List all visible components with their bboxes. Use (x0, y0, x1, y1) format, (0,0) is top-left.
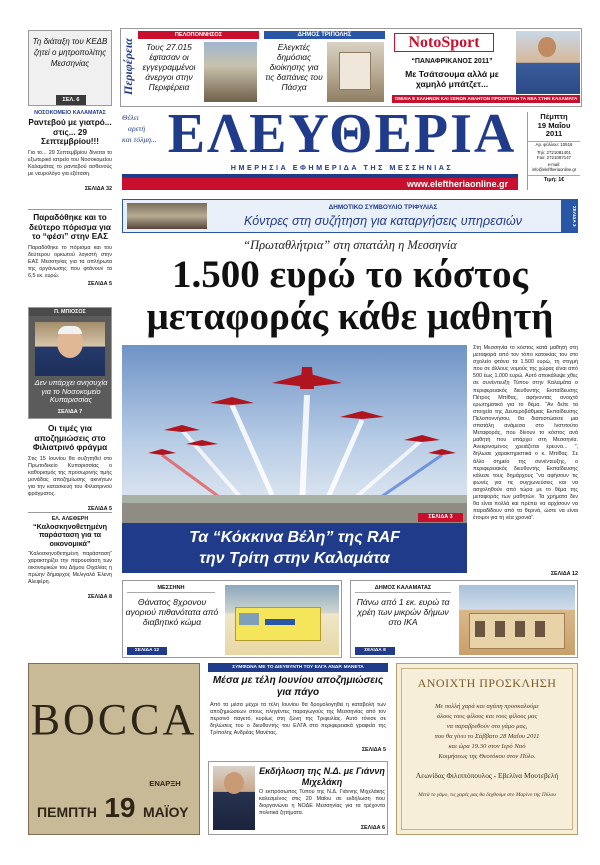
teaser-tripoli[interactable] (264, 31, 385, 104)
lead-headline[interactable] (122, 254, 578, 338)
story-tag: ΕΛ. ΑΛΕΦΕΡΗ (51, 516, 89, 522)
ambulance-stripe (265, 619, 295, 625)
slogan-line: Θέλει (122, 113, 139, 122)
date-day: Πέμπτη (540, 112, 568, 121)
invite-line: που θα γίνει το Σάββατο 28 Μαΐου 2011 (434, 733, 540, 740)
page-ref-badge: ΣΕΛ. 6 (56, 95, 86, 105)
athlete-head (538, 37, 556, 57)
invite-line: και ώρα 19.30 στον Ιερό Ναό (448, 743, 526, 750)
divider (28, 209, 112, 210)
date-daymonth: 19 Μαΐου (537, 120, 571, 130)
story-dam[interactable] (28, 424, 112, 512)
slogan-line: αρετή (128, 124, 146, 133)
website-link[interactable]: www.eleftheriaonline.gr (406, 179, 508, 189)
lead-headline-line: μεταφοράς κάθε μαθητή (146, 295, 554, 338)
story-body: Στις 15 Ιουνίου θα συζητηθεί στο Πρωτοδικείο Κυπαρισσίας ο καθορισμός της προσωρινής τιμής μονάδας αποζημίωσης ακινήτων για την κατασκευή του Φιλιατρινού φράγματος. (28, 455, 112, 497)
lead-headline-line: 1.500 ευρώ το κόστος (172, 253, 528, 296)
notosport-logo-box (394, 33, 494, 52)
portrait-photo (35, 322, 105, 376)
sport-text: Με Τσάτσουμα αλλά με χαμηλό μπάτζετ... (405, 69, 499, 89)
bocca-open-label: ΕΝΑΡΞΗ (149, 779, 181, 788)
jets-illustration (122, 345, 467, 523)
story-frost[interactable] (208, 663, 388, 757)
building-window (475, 621, 485, 637)
periferia-label: Περιφέρεια (121, 38, 135, 96)
teaser-photo (327, 42, 384, 102)
building-window (495, 621, 505, 637)
sport-bar: ΟΜΙΛΙΑ Ε ΕΛΛΗΝΩΝ ΚΑΙ ΞΕΝΩΝ ΑΘΛΗΤΩΝ ΠΡΟΟΠΤΙΚΗ ΤΑ ΝΕΑ ΣΤΗΝ ΚΑΛΑΜΑΤΑ (392, 95, 580, 103)
masthead-title: ΕΛΕΥΘΕΡΙΑ (167, 103, 517, 165)
left-top-text: Τη διάταξη του ΚΕΔΒ ζητεί ο μητροπολίτης Μεσσηνίας (32, 37, 108, 68)
story-body: Παραδόθηκε το πόρισμα και του δεύτερου ορκωτού λογιστή στην ΕΑΣ Μεσσηνίας για τα απλήρωτα της οργάνωσης που φτάνουν τα 6,5 εκ. ευρώ. (28, 244, 112, 279)
story-headline: Παραδόθηκε και το δεύτερο πόρισμα για το “φέσι” στην ΕΑΣ (29, 213, 111, 241)
page-ref: ΣΕΛΙΔΑ 12 (127, 647, 167, 655)
page-ref: ΣΕΛΙΔΑ 5 (361, 747, 386, 753)
teaser-tag: ΠΕΛΟΠΟΝΝΗΣΟΣ (138, 31, 259, 39)
page-ref: ΣΕΛΙΔΑ 5 (87, 280, 112, 287)
lead-body[interactable] (473, 345, 578, 577)
date-box (527, 112, 580, 190)
masthead-subtitle: ΗΜΕΡΗΣΙΑ ΕΦΗΜΕΡΙΔΑ ΤΗΣ ΜΕΣΣΗΝΙΑΣ (230, 163, 454, 172)
story-eas[interactable] (28, 213, 112, 287)
invite-line: Με πολλή χαρά και αγάπη προσκαλούμε (434, 703, 540, 710)
athlete-photo (516, 31, 580, 94)
banner-text: Κόντρες στη συζήτηση για καταργήσεις υπηρεσιών (244, 214, 522, 228)
invite-line: να παραβρεθούν στο γάμο μας, (446, 723, 528, 730)
politician-photo (213, 766, 255, 830)
story-tag: ΣΥΜΦΩΝΑ ΜΕ ΤΟ ΔΙΕΥΘΥΝΤΗ ΤΟΥ ΕΛΓΑ ΑΝΔΡ. ΜΑΝΕΤΑ (208, 663, 388, 672)
lead-photo (122, 345, 467, 523)
divider (28, 512, 112, 513)
bocca-day: ΠΕΜΠΤΗ (37, 804, 97, 820)
page-ref: ΣΕΛΙΔΑ 6 (360, 825, 385, 831)
issue-number: Αρ. φύλλου: 10516 (528, 141, 580, 148)
banner-photo (127, 203, 207, 229)
bocca-date-num: 19 (104, 792, 136, 823)
building-photo (459, 585, 575, 655)
ambulance-window (239, 613, 259, 625)
invite-ad[interactable] (396, 663, 578, 835)
building-shape (339, 52, 371, 90)
photo-caption-line: την Τρίτη στην Καλαμάτα (199, 550, 390, 567)
page-ref: ΣΕΛΙΔΑ 12 (550, 571, 578, 577)
story-aleferi[interactable] (28, 516, 112, 600)
lead-photo-block[interactable] (122, 345, 467, 575)
banner-page-ref: ΣΕΛΙΔΑ 3 (561, 200, 577, 232)
page-ref: ΣΕΛΙΔΑ 8 (87, 594, 112, 601)
bocca-brand: BOCCA (30, 695, 198, 744)
story-headline: “Καλοσκηνοθετημένη παράσταση για τα οικονομικά” (33, 522, 107, 548)
page-ref: ΣΕΛΙΔΑ 32 (84, 185, 112, 192)
page-ref: ΣΕΛΙΔΑ 7 (57, 409, 83, 415)
teaser-text: Τους 27.015 έφτασαν οι εγγεγραμμένοι άνεργοι στην Περιφέρεια (142, 42, 196, 92)
notosport-logo: NotoSport (408, 34, 480, 51)
invite-couple: Λεωνίδας Φιλιππόπουλος - Εβελίνα Μουτεβελή (415, 771, 559, 780)
story-body: Ο εκπρόσωπος Τύπου της Ν.Δ. Γιάννης Μιχελάκης καλεσμένος στις 20 Μαΐου σε εκδήλωση που διοργανώνει η ΝΟΔΕ Μεσσηνίας για τα τρέχοντα πολιτικά ζητήματα. (259, 789, 385, 817)
building-window (535, 621, 545, 637)
invite-line: Κοιμήσεως της Θεοτόκου στον Πύλο. (438, 753, 536, 760)
invite-line: όλους τους φίλους και τους φίλους μας (436, 713, 538, 720)
story-tag: ΝΟΣΟΚΟΜΕΙΟ ΚΑΛΑΜΑΤΑΣ (34, 110, 106, 116)
photo-caption (122, 523, 467, 573)
ambulance-photo (225, 585, 339, 655)
story-tag: ΜΕΣΣΗΝΗ (157, 585, 185, 591)
story-body: “Καλοσκηνοθετημένη παράσταση” χαρακτηρίζει την παρουσίαση των οικονομικών του Δήμου Οιχαλίας η πρώην δήμαρχος Μελιγαλά Έλενη Αλεφέρη. (28, 551, 112, 586)
photo-caption-line: Τα “Κόκκινα Βέλη” της RAF (189, 529, 400, 546)
story-tag: ΔΗΜΟΣ ΚΑΛΑΜΑΤΑΣ (374, 585, 432, 591)
story-headline: Οι τιμές για αποζημιώσεις στο Φιλιατρινό φράγμα (32, 424, 108, 452)
photo-story-caption: Δεν υπάρχει ανησυχία για το Νοσοκομείο Κυπαρισσίας (34, 378, 108, 405)
story-kalamata[interactable] (350, 580, 578, 658)
story-nd[interactable] (208, 761, 388, 835)
story-messini[interactable] (122, 580, 342, 658)
divider (127, 592, 215, 593)
story-headline: Εκδήλωση της Ν.Δ. με Γιάννη Μιχελάκη (259, 766, 385, 787)
invite-title: ΑΝΟΙΧΤΗ ΠΡΟΣΚΛΗΣΗ (417, 676, 557, 690)
left-top-box[interactable] (28, 30, 112, 106)
price: Τιμή: 1€ (528, 175, 580, 184)
photo-story-label: Π. ΜΠΙΟΣΟΣ (29, 308, 111, 316)
hair-shape (58, 326, 82, 334)
story-text: Θάνατος 8χρονου αγοριού πιθανότατα από διαβητικό κώμα (125, 597, 219, 627)
face-shape (224, 772, 244, 794)
slogan-line: και τόλμη... (122, 135, 157, 144)
photo-page-ref: ΣΕΛΙΔΑ 3 (418, 513, 463, 522)
teaser-tag: ΔΗΜΟΣ ΤΡΙΠΟΛΗΣ (264, 31, 385, 39)
banner-box[interactable] (122, 199, 578, 233)
banner-tag: ΔΗΜΟΤΙΚΟ ΣΥΜΒΟΥΛΙΟ ΤΡΙΦΥΛΙΑΣ (328, 204, 438, 211)
page-ref: ΣΕΛΙΔΑ 8 (355, 647, 395, 655)
teaser-sport[interactable] (392, 31, 580, 104)
sport-quote-title: “ΠΑΝΑΦΡΙΚΑΝΟΣ 2011” (411, 58, 493, 65)
masthead-slogan (122, 112, 162, 145)
fax-number: Fax: 2721087147 (536, 155, 572, 160)
invite-footer: Μετά το γάμο, τις χαρές μας θα δεχθούμε στο Μαρίνο της Πύλου (418, 792, 556, 798)
photo-story-box[interactable] (28, 307, 112, 419)
email-text: e-mail: info@eleftheriaonline.gr (531, 161, 577, 172)
story-body: Από τα μέσα μέχρι τα τέλη Ιουνίου θα δρομολογηθεί η καταβολή των αποζημιώσεων στους πληγέντες παραγωγούς της Μεσσηνίας από τον περσινό παγετό, κυρίως στη ζώνη της Τριφυλίας. Αυτό τόνισε σε δηλώσεις του ο διευθυντής του ΕΛΓΑ στα περιφερειακά γραφεία της Τρίπολης Ανδρέας Μανέτας. (210, 702, 386, 737)
story-headline: Ραντεβού με γιατρό... στις... 29 Σεπτεμβρίου!!! (28, 118, 112, 146)
story-body: Για το... 29 Σεπτεμβρίου δίνεται το εξωτερικό ιατρείο του Νοσοκομείου Καλαμάτας το ραντεβού ασθενούς με νευρολόγο για εξέταση. (28, 149, 112, 177)
story-headline: Μέσα με τέλη Ιουνίου αποζημιώσεις για πάγο (212, 675, 384, 698)
teaser-photo (204, 42, 257, 102)
bocca-date (37, 792, 197, 824)
date-year: 2011 (545, 129, 563, 138)
bocca-ad[interactable] (28, 663, 200, 835)
teaser-text: Ελεγκτές δημόσιας διοίκησης για τις δαπάνες του Πάσχα (265, 42, 323, 92)
bocca-month: ΜΑΪΟΥ (142, 804, 189, 820)
divider (355, 592, 451, 593)
story-text: Πάνω από 1 εκ. ευρώ τα χρέη των μικρών δήμων στο ΙΚΑ (356, 597, 450, 627)
invite-lines (403, 702, 571, 762)
story-hospital[interactable] (28, 110, 112, 192)
page-ref: ΣΕΛΙΔΑ 5 (87, 505, 112, 512)
building-window (515, 621, 525, 637)
teaser-unemployed[interactable] (138, 31, 259, 104)
lead-body-text: Στη Μεσσηνία το κόστος κατά μαθητή στη μεταφορά από τον τόπο κατοικίας του στο σχολείο φτάνει τα 1.500 ευρώ, τη στιγμή που σε άλλους νομούς της χώρας είναι από 500 έως 1.000 ευρώ. Αυτό αποκάλυψε χθες σε συνέντευξη Τύπου στην Καλαμάτα ο περιφερειακός διευθυντής Εκπαίδευσης Πέτρος Μπίθας, αφήνοντας ανοιχτό ερωτηματικό για το θέμα. “Αν δείτε τα στοιχεία της Δευτεροβάθμιας Εκπαίδευσης Πελοποννήσου, θα διαπιστώσετε μια σπατάλη ανάμεσα στο Ινστιτούτο Μεταφοράς, που δίνουν το κόστος ανά μαθητή που υπάρχει στη Μεσσηνία. Ανεκρινομένος χρειάζεται έρευνα... ”, δήλωσε χαρακτηριστικά ο κ. Μπίθας. Σε άλλο σημείο της συνέντευξης, ο περιφερειακός διευθυντής Εκπαίδευσης κάλεσε τους δημάρχους “να αφήσουν τις φωνές για τις συγχωνεύσεις και να ασχοληθούν από τώρα με το θέμα της μεταφοράς των μαθητών. Τα χρήματα δεν θα είναι πολλά και πρέπει να αρχίσουν να παραδίδουν από τα θερινά, ώστε να είναι έτοιμοι για τη νέα χρονιά”. (473, 345, 578, 522)
lead-kicker: “Πρωταθλήτρια” στη σπατάλη η Μεσσηνία (243, 238, 457, 252)
tel-number: Τηλ: 2721081401 (537, 149, 571, 155)
masthead-red-bar (122, 178, 518, 190)
